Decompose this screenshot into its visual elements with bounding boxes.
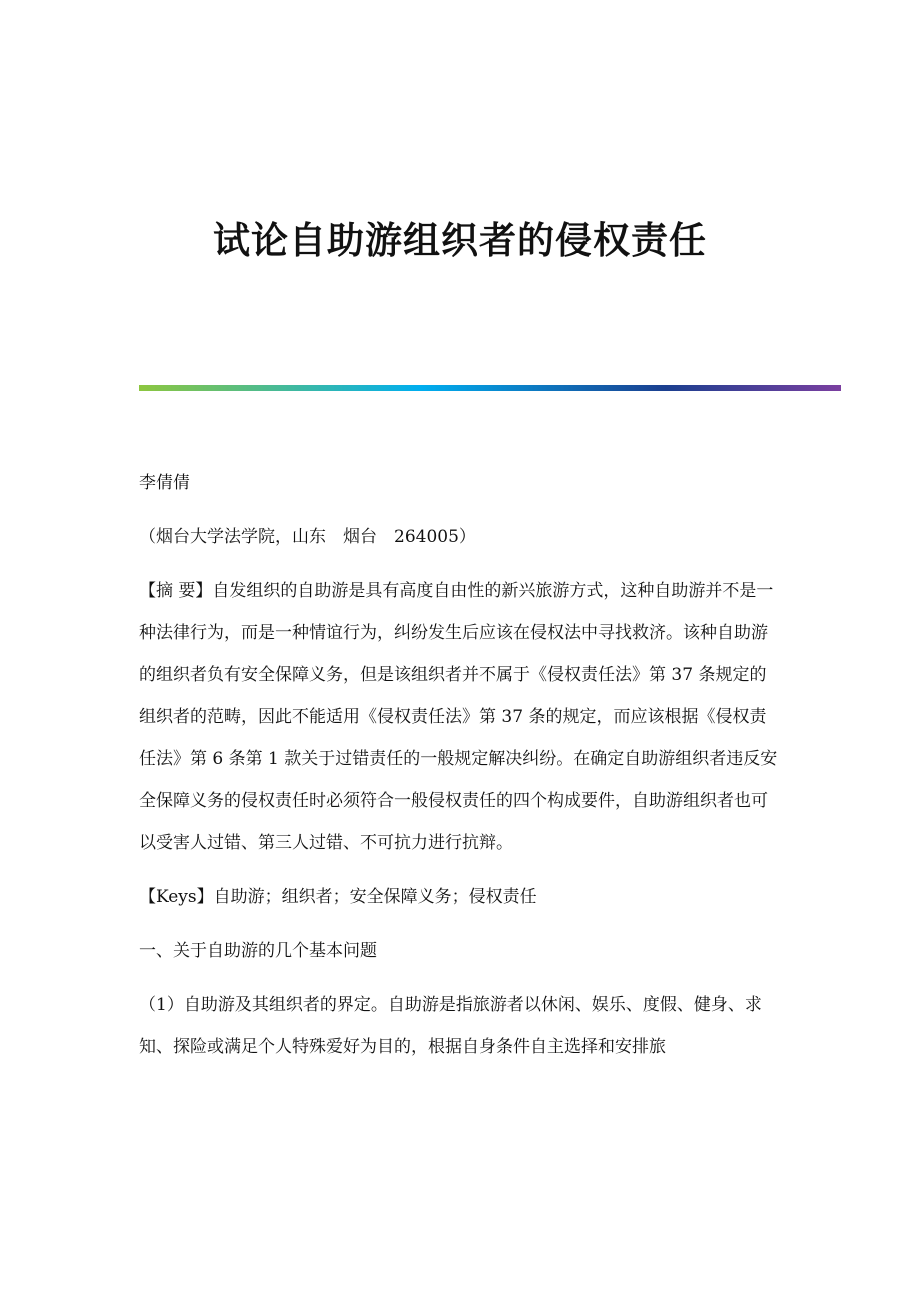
body-paragraph: （1）自助游及其组织者的界定。自助游是指旅游者以休闲、娱乐、度假、健身、求知、探险或满足个人特殊爱好为目的，根据自身条件自主选择和安排旅	[139, 995, 762, 1057]
document-body	[139, 462, 781, 1068]
abstract-label: 【摘 要】	[139, 581, 213, 601]
author-affiliation: （烟台大学法学院，山东 烟台 264005）	[139, 527, 476, 547]
keywords-label: 【Keys】	[139, 887, 214, 907]
author-name: 李倩倩	[139, 473, 190, 493]
keywords	[139, 876, 781, 918]
title-divider-rule	[139, 385, 841, 391]
section-heading: 一、关于自助游的几个基本问题	[139, 941, 377, 961]
keywords-text: 自助游；组织者；安全保障义务；侵权责任	[213, 887, 537, 907]
abstract	[139, 570, 781, 864]
document-title: 试论自助游组织者的侵权责任	[213, 218, 707, 262]
abstract-text: 自发组织的自助游是具有高度自由性的新兴旅游方式，这种自助游并不是一种法律行为，而是一种情谊行为，纠纷发生后应该在侵权法中寻找救济。该种自助游的组织者负有安全保障义务，但是该组织者并不属于《侵权责任法》第 37 条规定的组织者的范畴，因此不能适用《侵权责任法》第 37 条的规定，而应该根据《侵权责任法》第 6 条第 1 款关于过错责任的一般规定解决纠纷。在确定自助游组织者违反安全保障义务的侵权责任时必须符合一般侵权责任的四个构成要件，自助游组织者也可以受害人过错、第三人过错、不可抗力进行抗辩。	[139, 581, 778, 853]
